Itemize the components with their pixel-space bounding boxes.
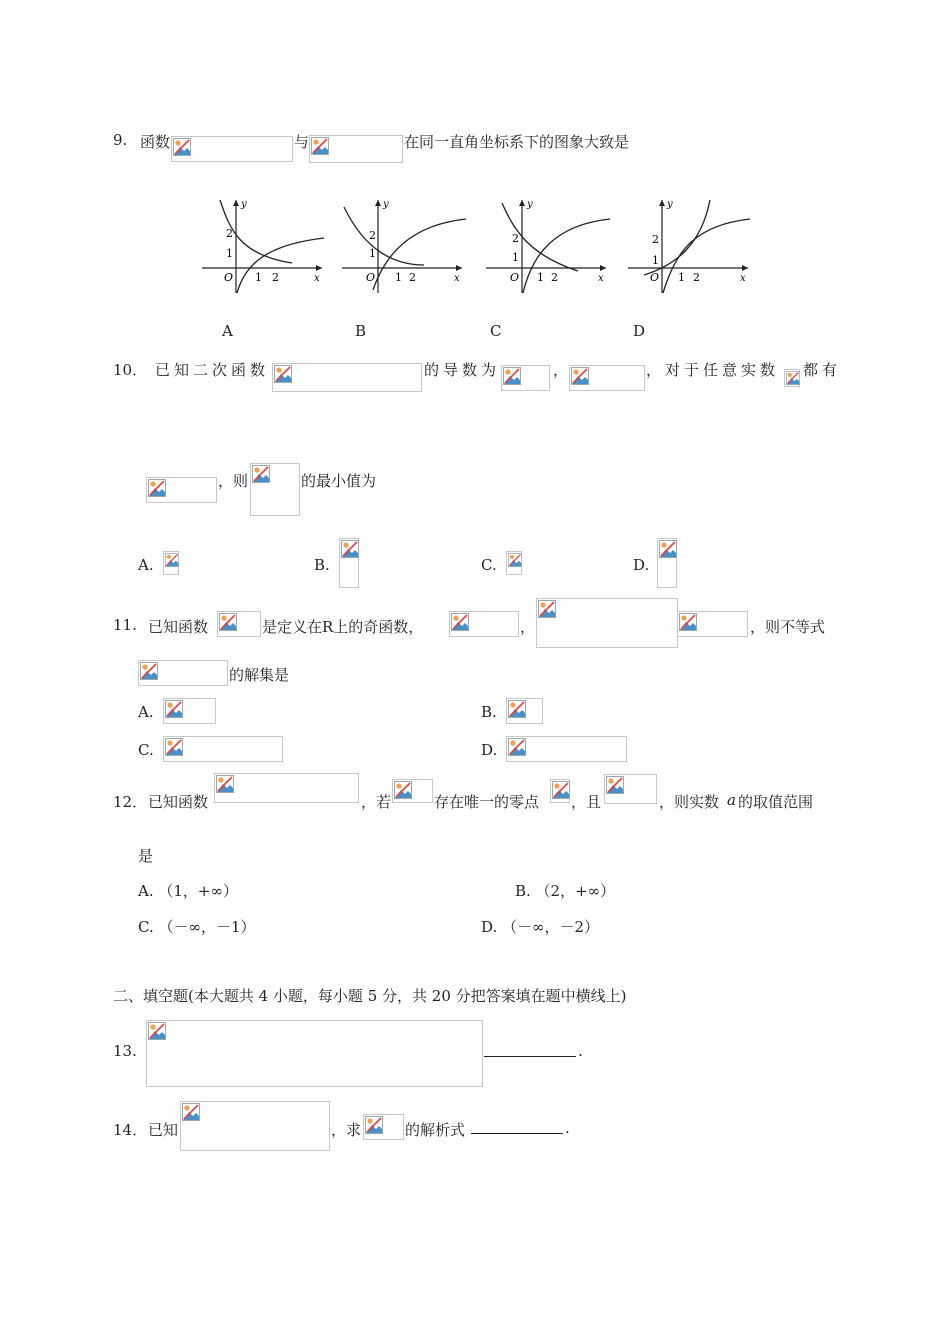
q11-text-1: 已知函数 <box>148 618 209 636</box>
broken-image-icon <box>786 371 800 385</box>
q11-formula-image-2 <box>449 611 519 637</box>
q11-option-d-image <box>506 736 627 762</box>
q9-option-d: D <box>633 322 646 340</box>
q10-option-b-image <box>339 538 359 588</box>
q11-text-2: 是定义在R上的奇函数， <box>262 618 424 636</box>
broken-image-icon <box>365 1116 383 1134</box>
q10-option-b: B. <box>314 556 330 574</box>
graph-tick: 2 <box>512 232 519 245</box>
broken-image-icon <box>503 367 521 385</box>
broken-image-icon <box>571 367 589 385</box>
q14-formula-image-2 <box>363 1114 404 1140</box>
q13-formula-image <box>146 1020 483 1087</box>
q14-text-1: 已知 <box>148 1121 179 1139</box>
q12-text-6: 的取值范围 <box>738 793 814 811</box>
q10-formula-image-6 <box>250 463 300 516</box>
section-2-title: 二、填空题(本大题共 4 小题，每小题 5 分，共 20 分把答案填在题中横线上) <box>113 987 627 1005</box>
q11-formula-image-4 <box>677 611 748 637</box>
graph-tick: 1 <box>537 271 544 284</box>
q11-number: 11. <box>113 616 137 634</box>
q10-text-3: ，对于任意实数 <box>646 361 780 379</box>
q12-option-b: B. （2，+∞） <box>515 882 616 900</box>
q10-text-2: 的导数为 <box>424 361 501 379</box>
q12-text-3: 存在唯一的零点 <box>434 793 540 811</box>
q12-text-2: ，若 <box>361 793 392 811</box>
q10-option-a: A. <box>138 556 154 574</box>
broken-image-icon <box>148 479 166 497</box>
broken-image-icon <box>182 1103 200 1121</box>
graph-origin: O <box>366 271 376 284</box>
q12-text-1: 已知函数 <box>148 793 209 811</box>
q10-option-d: D. <box>633 556 650 574</box>
graph-tick: 1 <box>369 247 376 260</box>
q11-formula-image-1 <box>217 611 261 637</box>
q9-graph-a <box>200 195 330 295</box>
graph-tick: 2 <box>272 271 279 284</box>
q10-formula-image-4 <box>784 369 800 387</box>
broken-image-icon <box>173 138 191 156</box>
q9-formula-image-2 <box>309 135 403 163</box>
broken-image-icon <box>508 553 522 567</box>
broken-image-icon <box>552 781 570 799</box>
q12-formula-image-2 <box>392 779 433 803</box>
q9-option-b: B <box>355 322 367 340</box>
q11-formula-image-3 <box>536 598 678 648</box>
graph-tick: 2 <box>409 271 416 284</box>
broken-image-icon <box>394 781 412 799</box>
graph-x-label: x <box>740 273 746 284</box>
q10-formula-image-1 <box>272 363 422 392</box>
broken-image-icon <box>538 600 556 618</box>
q10-text-5: ，则 <box>218 472 249 490</box>
broken-image-icon <box>252 465 270 483</box>
q10-option-a-image <box>163 551 179 575</box>
q14-end: . <box>565 1119 570 1137</box>
q14-text-3: 的解析式 <box>405 1121 466 1139</box>
q11-text-4: 的解集是 <box>229 666 290 684</box>
graph-origin: O <box>650 271 660 284</box>
q9-graph-d <box>626 195 756 295</box>
broken-image-icon <box>679 613 697 631</box>
graph-y-label: y <box>527 199 533 210</box>
broken-image-icon <box>659 540 677 558</box>
q11-comma: ， <box>520 618 536 636</box>
q13-answer-blank[interactable] <box>484 1042 576 1061</box>
broken-image-icon <box>165 700 183 718</box>
q10-text-6: 的最小值为 <box>301 472 377 490</box>
broken-image-icon <box>165 738 183 756</box>
q10-text-1: 已知二次函数 <box>155 361 270 379</box>
q13-end: . <box>578 1042 583 1060</box>
q10-formula-image-2 <box>501 365 550 391</box>
q10-number: 10． <box>113 361 148 379</box>
q10-option-c-image <box>506 551 522 575</box>
broken-image-icon <box>148 1022 166 1040</box>
q10-formula-image-5 <box>146 477 217 503</box>
q12-option-d: D. （－∞，－2） <box>481 918 600 936</box>
q9-graph-b <box>340 195 470 295</box>
broken-image-icon <box>219 613 237 631</box>
q12-number: 12． <box>113 793 148 811</box>
q12-formula-image-1 <box>214 773 359 803</box>
graph-x-label: x <box>314 273 320 284</box>
q14-number: 14． <box>113 1121 148 1139</box>
q12-text-7: 是 <box>138 847 154 865</box>
q12-var-a: a <box>727 791 736 809</box>
graph-tick: 1 <box>226 247 233 260</box>
broken-image-icon <box>165 553 179 567</box>
q11-option-b: B. <box>481 703 497 721</box>
q12-option-c: C. （－∞，－1） <box>138 918 256 936</box>
broken-image-icon <box>508 738 526 756</box>
broken-image-icon <box>311 137 329 155</box>
q9-number: 9. <box>113 131 128 149</box>
graph-y-label: y <box>241 199 247 210</box>
q12-text-5: ，则实数 <box>659 793 720 811</box>
broken-image-icon <box>274 365 292 383</box>
q11-text-3: ，则不等式 <box>750 618 826 636</box>
q9-formula-image-1 <box>171 136 293 162</box>
q14-text-2: ，求 <box>331 1121 362 1139</box>
graph-tick: 2 <box>226 227 233 240</box>
broken-image-icon <box>606 776 624 794</box>
graph-x-label: x <box>454 273 460 284</box>
q9-text-mid: 与 <box>294 133 310 151</box>
graph-y-label: y <box>383 199 389 210</box>
graph-tick: 2 <box>693 271 700 284</box>
q9-text-pre: 函数 <box>140 133 171 151</box>
q14-formula-image-1 <box>180 1101 330 1151</box>
q12-formula-image-4 <box>604 774 657 804</box>
graph-tick: 1 <box>255 271 262 284</box>
graph-tick: 2 <box>369 229 376 242</box>
q10-comma: ， <box>553 361 569 379</box>
q14-answer-blank[interactable] <box>471 1119 563 1138</box>
q12-formula-image-3 <box>550 779 570 803</box>
broken-image-icon <box>451 613 469 631</box>
graph-tick: 1 <box>678 271 685 284</box>
graph-x-label: x <box>598 273 604 284</box>
broken-image-icon <box>341 540 359 558</box>
q11-option-d: D. <box>481 741 498 759</box>
graph-tick: 1 <box>652 254 659 267</box>
q12-option-a: A. （1，+∞） <box>138 882 238 900</box>
graph-tick: 2 <box>652 233 659 246</box>
q10-option-c: C. <box>481 556 497 574</box>
q11-option-b-image <box>506 698 543 724</box>
q10-formula-image-3 <box>569 365 645 391</box>
q9-option-c: C <box>490 322 502 340</box>
q9-text-post: 在同一直角坐标系下的图象大致是 <box>404 133 630 151</box>
q10-option-d-image <box>657 538 677 588</box>
q10-text-4: 都有 <box>803 361 842 379</box>
broken-image-icon <box>216 775 234 793</box>
q11-option-a-image <box>163 698 216 724</box>
q11-option-c-image <box>163 736 283 762</box>
q13-number: 13. <box>113 1042 137 1060</box>
graph-origin: O <box>510 271 520 284</box>
q12-text-4: ，且 <box>571 793 602 811</box>
q9-option-a: A <box>222 322 233 340</box>
graph-tick: 2 <box>551 271 558 284</box>
graph-tick: 1 <box>512 251 519 264</box>
graph-origin: O <box>224 271 234 284</box>
q11-formula-image-5 <box>138 660 228 686</box>
graph-tick: 1 <box>395 271 402 284</box>
graph-y-label: y <box>667 199 673 210</box>
q9-graph-c <box>484 195 614 295</box>
broken-image-icon <box>140 662 158 680</box>
q11-option-c: C. <box>138 741 154 759</box>
broken-image-icon <box>508 700 526 718</box>
q11-option-a: A. <box>138 703 154 721</box>
